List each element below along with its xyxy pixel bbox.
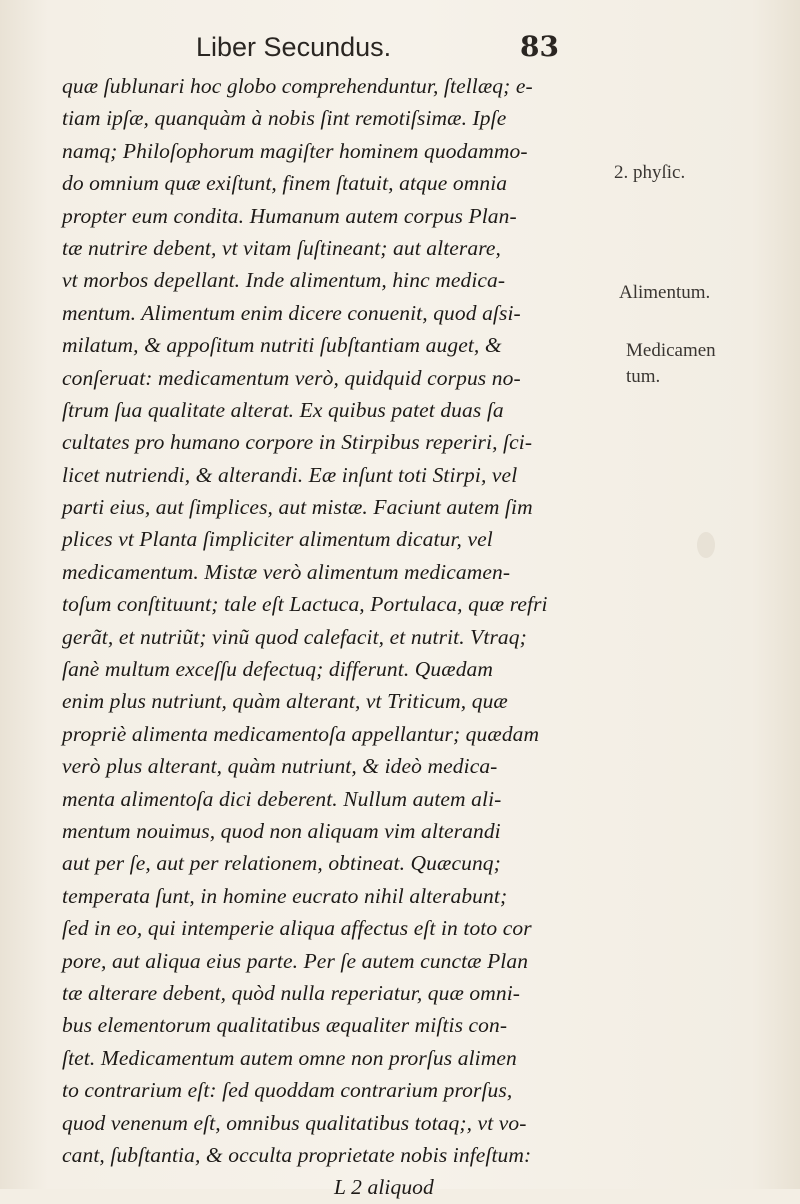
text-line: menta alimentoſa dici deberent. Nullum autem ali- bbox=[62, 786, 502, 811]
text-line: to contrarium eſt: ſed quoddam contrarium prorſus, bbox=[62, 1078, 513, 1103]
text-line: bus elementorum qualitatibus æqualiter miſtis con- bbox=[62, 1013, 508, 1038]
text-line: ſtrum ſua qualitate alterat. Ex quibus patet duas ſa bbox=[62, 397, 504, 422]
page-header bbox=[0, 18, 800, 68]
paper-stain bbox=[697, 532, 715, 558]
running-title: Liber Secundus. bbox=[196, 32, 392, 62]
text-line: parti eius, aut ſimplices, aut mistæ. Faciunt autem ſim bbox=[62, 495, 533, 520]
text-line: cant, ſubſtantia, & occulta proprietate nobis infeſtum: bbox=[62, 1142, 532, 1167]
text-line: tæ alterare debent, quòd nulla reperiatur, quæ omni- bbox=[62, 980, 521, 1005]
text-line: plices vt Planta ſimpliciter alimentum dicatur, vel bbox=[62, 527, 493, 552]
text-line: mentum nouimus, quod non aliquam vim alterandi bbox=[62, 818, 501, 843]
text-line: ſanè multum exceſſu defectuq; differunt. Quædam bbox=[62, 657, 494, 682]
text-line: cultates pro humano corpore in Stirpibus reperiri, ſci- bbox=[62, 430, 533, 455]
text-line: pore, aut aliqua eius parte. Per ſe autem cunctæ Plan bbox=[62, 948, 529, 973]
text-line: medicamentum. Mistæ verò alimentum medicamen- bbox=[62, 559, 511, 584]
text-line: milatum, & appoſitum nutriti ſubſtantiam auget, & bbox=[62, 333, 502, 358]
text-line: quæ ſublunari hoc globo comprehenduntur, ſtellæq; e- bbox=[62, 74, 533, 98]
text-line: aut per ſe, aut per relationem, obtineat. Quæcunq; bbox=[62, 851, 501, 876]
text-line: verò plus alterant, quàm nutriunt, & ideò medica- bbox=[62, 754, 498, 779]
main-text-block bbox=[62, 70, 608, 1204]
text-line: toſum conſtituunt; tale eſt Lactuca, Portulaca, quæ refri bbox=[62, 592, 548, 617]
catchline: L 2 aliquod bbox=[334, 1175, 434, 1200]
text-line: ſtet. Medicamentum autem omne non prorſus alimen bbox=[62, 1045, 517, 1070]
text-line: tiam ipſæ, quanquàm à nobis ſint remotiſsimæ. Ipſe bbox=[62, 106, 507, 131]
margin-note-reference: 2. phyſic. bbox=[614, 162, 686, 183]
text-line: mentum. Alimentum enim dicere conuenit, quod aſsi- bbox=[62, 300, 521, 325]
text-line: conſeruat: medicamentum verò, quidquid corpus no- bbox=[62, 365, 521, 390]
text-line: enim plus nutriunt, quàm alterant, vt Triticum, quæ bbox=[62, 689, 508, 714]
text-line: propter eum condita. Humanum autem corpus Plan- bbox=[62, 203, 517, 228]
text-line: namq; Philoſophorum magiſter hominem quodammo- bbox=[62, 138, 528, 163]
page-number: 83 bbox=[520, 30, 559, 63]
text-line: quod venenum eſt, omnibus qualitatibus totaq;, vt vo- bbox=[62, 1110, 527, 1135]
text-line: temperata ſunt, in homine eucrato nihil alterabunt; bbox=[62, 883, 508, 908]
margin-note-medicamentum: Medicamen bbox=[626, 340, 716, 361]
margin-note-medicamentum-cont: tum. bbox=[626, 366, 661, 387]
text-line: tæ nutrire debent, vt vitam ſuſtineant; aut alterare, bbox=[62, 235, 502, 260]
text-line: do omnium quæ exiſtunt, finem ſtatuit, atque omnia bbox=[62, 171, 508, 196]
text-line: licet nutriendi, & alterandi. Eæ inſunt toti Stirpi, vel bbox=[62, 462, 518, 487]
margin-note-alimentum: Alimentum. bbox=[619, 282, 711, 303]
text-line: ſed in eo, qui intemperie aliqua affectus eſt in toto cor bbox=[62, 916, 532, 941]
text-line: propriè alimenta medicamentoſa appellantur; quædam bbox=[62, 721, 540, 746]
text-line: vt morbos depellant. Inde alimentum, hinc medica- bbox=[62, 268, 506, 293]
text-line: gerãt, et nutriũt; vinũ quod calefacit, et nutrit. Vtraq; bbox=[62, 624, 527, 649]
